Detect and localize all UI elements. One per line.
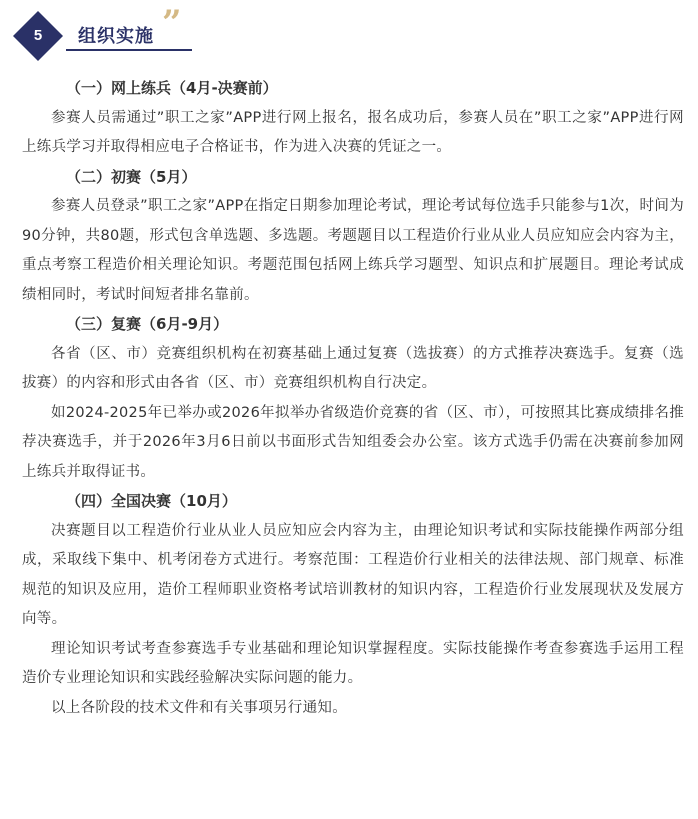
paragraph: 决赛题目以工程造价行业从业人员应知应会内容为主，由理论知识考试和实际技能操作两部分组成，采取线下集中、机考闭卷方式进行。考察范围：工程造价行业相关的法律法规、部门规章、标准规范的知识及应用，造价工程师职业资格考试培训教材的知识内容，工程造价行业发展现状及发展方向等。 <box>22 522 684 627</box>
section-2 <box>22 163 684 311</box>
section-1 <box>22 74 684 163</box>
section-3 <box>22 310 684 487</box>
section-number-badge <box>12 10 64 62</box>
paragraph: 理论知识考试考查参赛选手专业基础和理论知识掌握程度。实际技能操作考查参赛选手运用工程造价专业理论知识和实践经验解决实际问题的能力。 <box>22 640 684 686</box>
quote-mark-icon: ” <box>162 3 182 43</box>
article-body <box>22 74 684 723</box>
section-heading: （二）初赛（5月） <box>66 167 197 186</box>
paragraph: 以上各阶段的技术文件和有关事项另行通知。 <box>51 699 347 716</box>
section-header <box>10 4 200 64</box>
section-4 <box>22 487 684 723</box>
paragraph: 如2024-2025年已举办或2026年拟举办省级造价竞赛的省（区、市），可按照其比赛成绩排名推荐决赛选手，并于2026年3月6日前以书面形式告知组委会办公室。该方式选手仍需在决赛前参加网上练兵并取得证书。 <box>22 404 684 480</box>
paragraph: 参赛人员登录”职工之家”APP在指定日期参加理论考试，理论考试每位选手只能参与1次，时间为90分钟，共80题，形式包含单选题、多选题。考题题目以工程造价行业从业人员应知应会内容为主，重点考察工程造价相关理论知识。考题范围包括网上练兵学习题型、知识点和扩展题目。理论考试成绩相同时，考试时间短者排名靠前。 <box>22 198 684 303</box>
paragraph: 各省（区、市）竞赛组织机构在初赛基础上通过复赛（选拔赛）的方式推荐决赛选手。复赛（选拔赛）的内容和形式由各省（区、市）竞赛组织机构自行决定。 <box>22 345 684 391</box>
section-heading: （一）网上练兵（4月-决赛前） <box>66 79 278 97</box>
section-number: 5 <box>33 27 43 44</box>
section-heading: （四）全国决赛（10月） <box>66 492 237 510</box>
paragraph: 参赛人员需通过”职工之家”APP进行网上报名，报名成功后，参赛人员在”职工之家”APP进行网上练兵学习并取得相应电子合格证书，作为进入决赛的凭证之一。 <box>22 109 684 155</box>
title-underline <box>66 49 192 51</box>
section-title: 组织实施 <box>78 26 154 47</box>
section-heading: （三）复赛（6月-9月） <box>66 315 229 333</box>
